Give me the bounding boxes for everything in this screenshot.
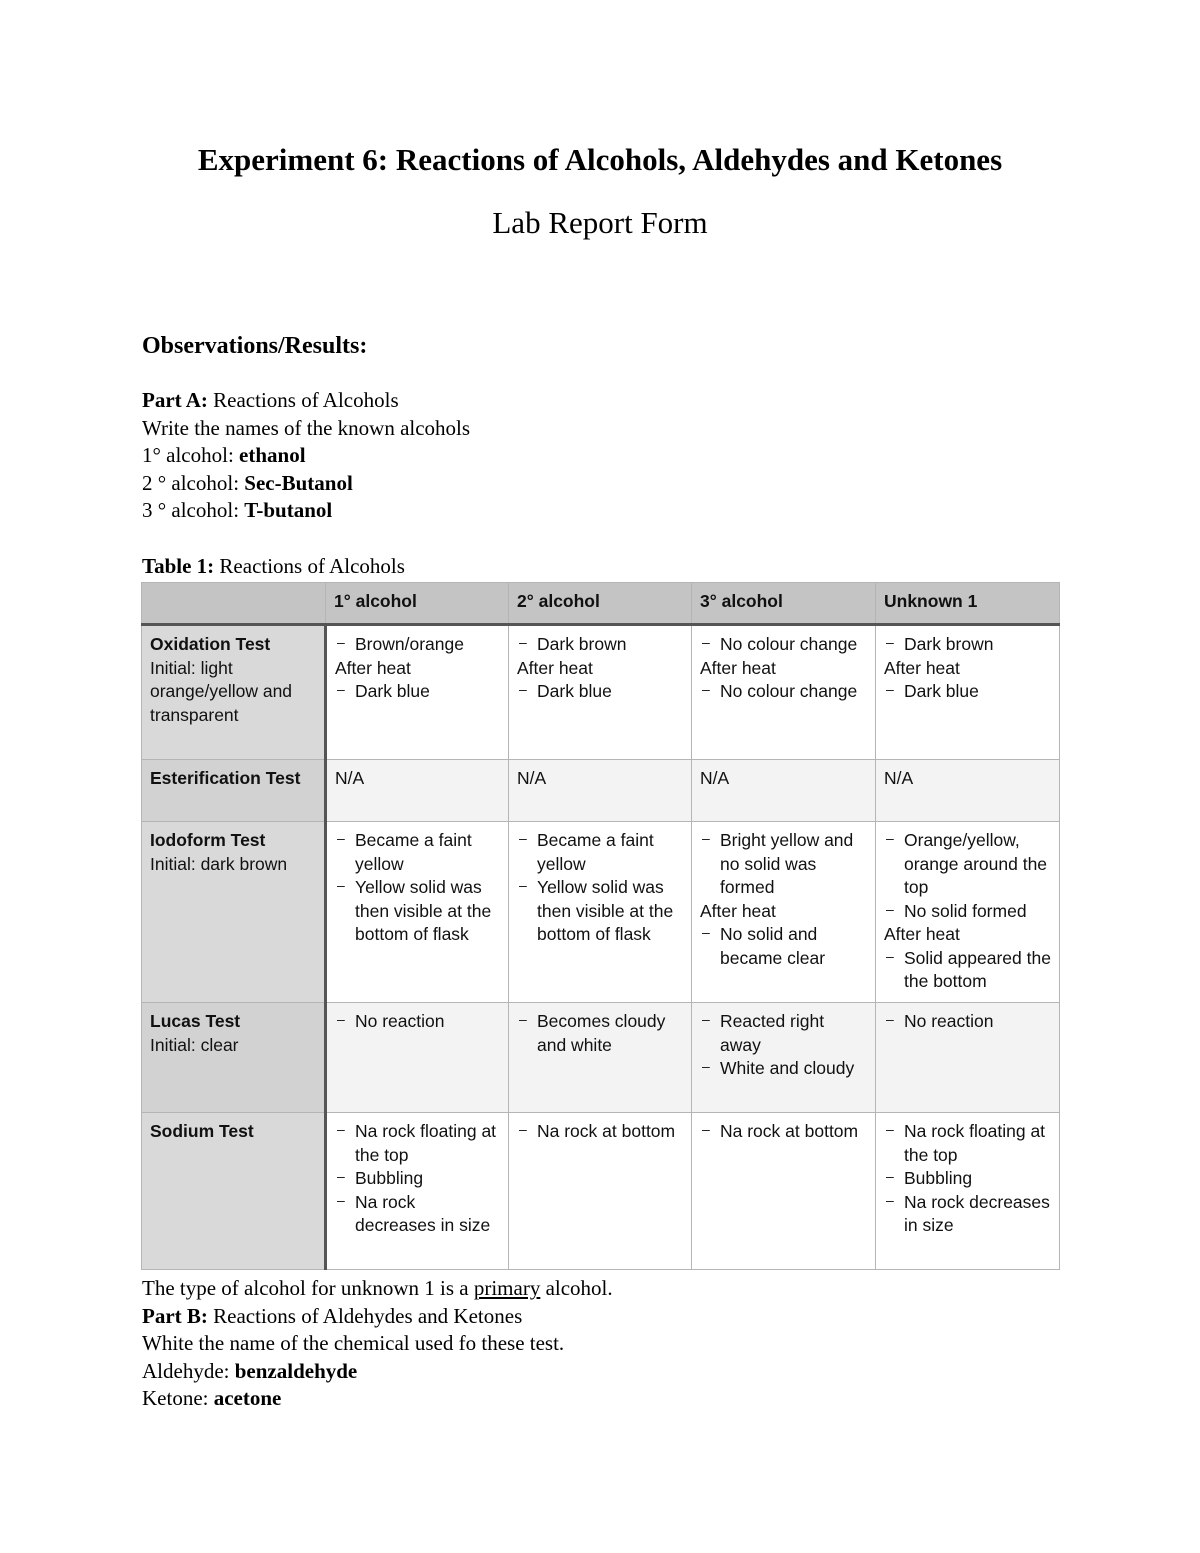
aldehyde-name: benzaldehyde <box>234 1358 358 1383</box>
table-row <box>142 822 1060 1003</box>
table-header-row <box>142 583 1060 625</box>
table-caption <box>142 553 405 580</box>
observations-heading: Observations/Results: <box>142 333 368 359</box>
observation-bullet: – No reaction <box>335 1010 500 1034</box>
result-cell <box>876 760 1060 822</box>
observation-bullet: – Became a faint yellow <box>335 829 500 876</box>
observation-note: N/A <box>335 768 365 788</box>
observation-bullet: – No colour change <box>700 633 867 657</box>
observation-note: After heat <box>700 900 776 921</box>
page-title: Experiment 6: Reactions of Alcohols, Aldehydes and Ketones <box>197 142 1003 177</box>
part-a-title: Reactions of Alcohols <box>207 388 399 412</box>
observation-bullet: – Dark blue <box>335 680 500 704</box>
page-subtitle: Lab Report Form <box>492 205 708 240</box>
result-cell <box>326 822 509 1003</box>
alcohol-line-1 <box>142 442 470 470</box>
observation-bullet: – Na rock decreases in size <box>884 1191 1051 1238</box>
observation-bullet: – Bubbling <box>884 1167 1051 1191</box>
observation-bullet: – Na rock at bottom <box>700 1120 867 1144</box>
test-name: Oxidation Test <box>150 634 271 654</box>
observation-bullet: – Dark blue <box>884 680 1051 704</box>
observation-bullet: – No solid and became clear <box>700 923 867 970</box>
observation-bullet: – No colour change <box>700 680 867 704</box>
observation-bullet: – Bubbling <box>335 1167 500 1191</box>
test-initial-note: Initial: dark brown <box>150 853 288 874</box>
observation-note: N/A <box>700 768 730 788</box>
part-a-instruction: Write the names of the known alcohols <box>142 415 471 440</box>
test-initial-note: Initial: clear <box>150 1034 239 1055</box>
table-row <box>142 625 1060 760</box>
row-header-cell <box>142 625 326 760</box>
header-cell: 1° alcohol <box>326 583 509 625</box>
alcohol-prefix: 2 ° alcohol: <box>142 470 245 495</box>
conclusion-text: alcohol. <box>540 1276 613 1300</box>
part-a-section <box>142 387 470 525</box>
table-row <box>142 1003 1060 1113</box>
part-b-label: Part B: <box>142 1303 208 1328</box>
test-initial-note: Initial: light orange/yellow and transparent <box>150 657 293 725</box>
test-name: Sodium Test <box>150 1121 254 1141</box>
observation-bullet: – Dark brown <box>517 633 683 657</box>
observation-note: After heat <box>517 657 593 678</box>
row-header-cell <box>142 1003 326 1113</box>
table-caption-label: Table 1: <box>142 554 215 578</box>
part-a-heading <box>142 387 470 415</box>
alcohol-name: T-butanol <box>244 498 333 522</box>
header-cell: Unknown 1 <box>876 583 1060 625</box>
row-header-cell <box>142 1113 326 1270</box>
results-table <box>141 582 1060 1270</box>
result-cell <box>509 760 692 822</box>
unknown-conclusion <box>142 1275 613 1303</box>
alcohol-prefix: 1° alcohol: <box>142 443 240 467</box>
observation-note: After heat <box>335 657 411 678</box>
ketone-prefix: Ketone: <box>142 1386 214 1410</box>
result-cell <box>876 1113 1060 1270</box>
test-name: Esterification Test <box>150 768 301 788</box>
table-row <box>142 1113 1060 1270</box>
observation-bullet: – Dark brown <box>884 633 1051 657</box>
result-cell <box>326 625 509 760</box>
observation-note: N/A <box>517 768 547 788</box>
part-a-label: Part A: <box>142 388 208 412</box>
table-row <box>142 760 1060 822</box>
observation-bullet: – Na rock floating at the top <box>884 1120 1051 1167</box>
observation-bullet: – Became a faint yellow <box>517 829 683 876</box>
observation-bullet: – Na rock at bottom <box>517 1120 683 1144</box>
result-cell <box>326 1113 509 1270</box>
observation-bullet: – No reaction <box>884 1010 1051 1034</box>
result-cell <box>509 822 692 1003</box>
alcohol-name: ethanol <box>239 443 306 467</box>
result-cell <box>876 625 1060 760</box>
observation-bullet: – Brown/orange <box>335 633 500 657</box>
observation-bullet: – Reacted right away <box>700 1010 867 1057</box>
conclusion-answer: primary <box>473 1276 541 1300</box>
aldehyde-prefix: Aldehyde: <box>142 1358 235 1383</box>
observation-bullet: – Solid appeared the the bottom <box>884 947 1051 994</box>
observation-note: After heat <box>700 657 776 678</box>
result-cell <box>692 625 876 760</box>
ketone-line <box>142 1385 613 1413</box>
observation-bullet: – Bright yellow and no solid was formed <box>700 829 867 900</box>
table-caption-text: Reactions of Alcohols <box>214 554 405 578</box>
result-cell <box>509 625 692 760</box>
observation-bullet: – Dark blue <box>517 680 683 704</box>
part-b-title: Reactions of Aldehydes and Ketones <box>207 1303 523 1328</box>
observation-bullet: – Na rock decreases in size <box>335 1191 500 1238</box>
observation-bullet: – No solid formed <box>884 900 1051 924</box>
result-cell <box>509 1003 692 1113</box>
result-cell <box>509 1113 692 1270</box>
alcohol-line-2 <box>142 470 470 498</box>
header-cell <box>142 583 326 625</box>
alcohol-prefix: 3 ° alcohol: <box>142 498 245 522</box>
observation-bullet: – Orange/yellow, orange around the top <box>884 829 1051 900</box>
result-cell <box>326 1003 509 1113</box>
part-b-heading <box>142 1303 613 1331</box>
header-cell: 3° alcohol <box>692 583 876 625</box>
part-b-section <box>142 1275 613 1413</box>
alcohol-line-3 <box>142 497 470 525</box>
observation-bullet: – Yellow solid was then visible at the bottom of flask <box>335 876 500 947</box>
ketone-name: acetone <box>213 1386 282 1410</box>
result-cell <box>876 1003 1060 1113</box>
aldehyde-line <box>142 1358 613 1386</box>
result-cell <box>326 760 509 822</box>
alcohol-name: Sec-Butanol <box>244 470 353 495</box>
result-cell <box>692 760 876 822</box>
observation-bullet: – White and cloudy <box>700 1057 867 1081</box>
result-cell <box>876 822 1060 1003</box>
observation-bullet: – Yellow solid was then visible at the bottom of flask <box>517 876 683 947</box>
observation-bullet: – Na rock floating at the top <box>335 1120 500 1167</box>
header-cell: 2° alcohol <box>509 583 692 625</box>
observation-note: After heat <box>884 657 960 678</box>
observation-bullet: – Becomes cloudy and white <box>517 1010 683 1057</box>
test-name: Iodoform Test <box>150 830 266 850</box>
part-b-instruction: White the name of the chemical used fo these test. <box>142 1331 565 1355</box>
result-cell <box>692 822 876 1003</box>
observation-note: N/A <box>884 768 914 788</box>
test-name: Lucas Test <box>150 1011 241 1031</box>
observation-note: After heat <box>884 924 960 944</box>
row-header-cell <box>142 822 326 1003</box>
conclusion-text: The type of alcohol for unknown 1 is a <box>142 1276 474 1300</box>
row-header-cell <box>142 760 326 822</box>
result-cell <box>692 1003 876 1113</box>
result-cell <box>692 1113 876 1270</box>
